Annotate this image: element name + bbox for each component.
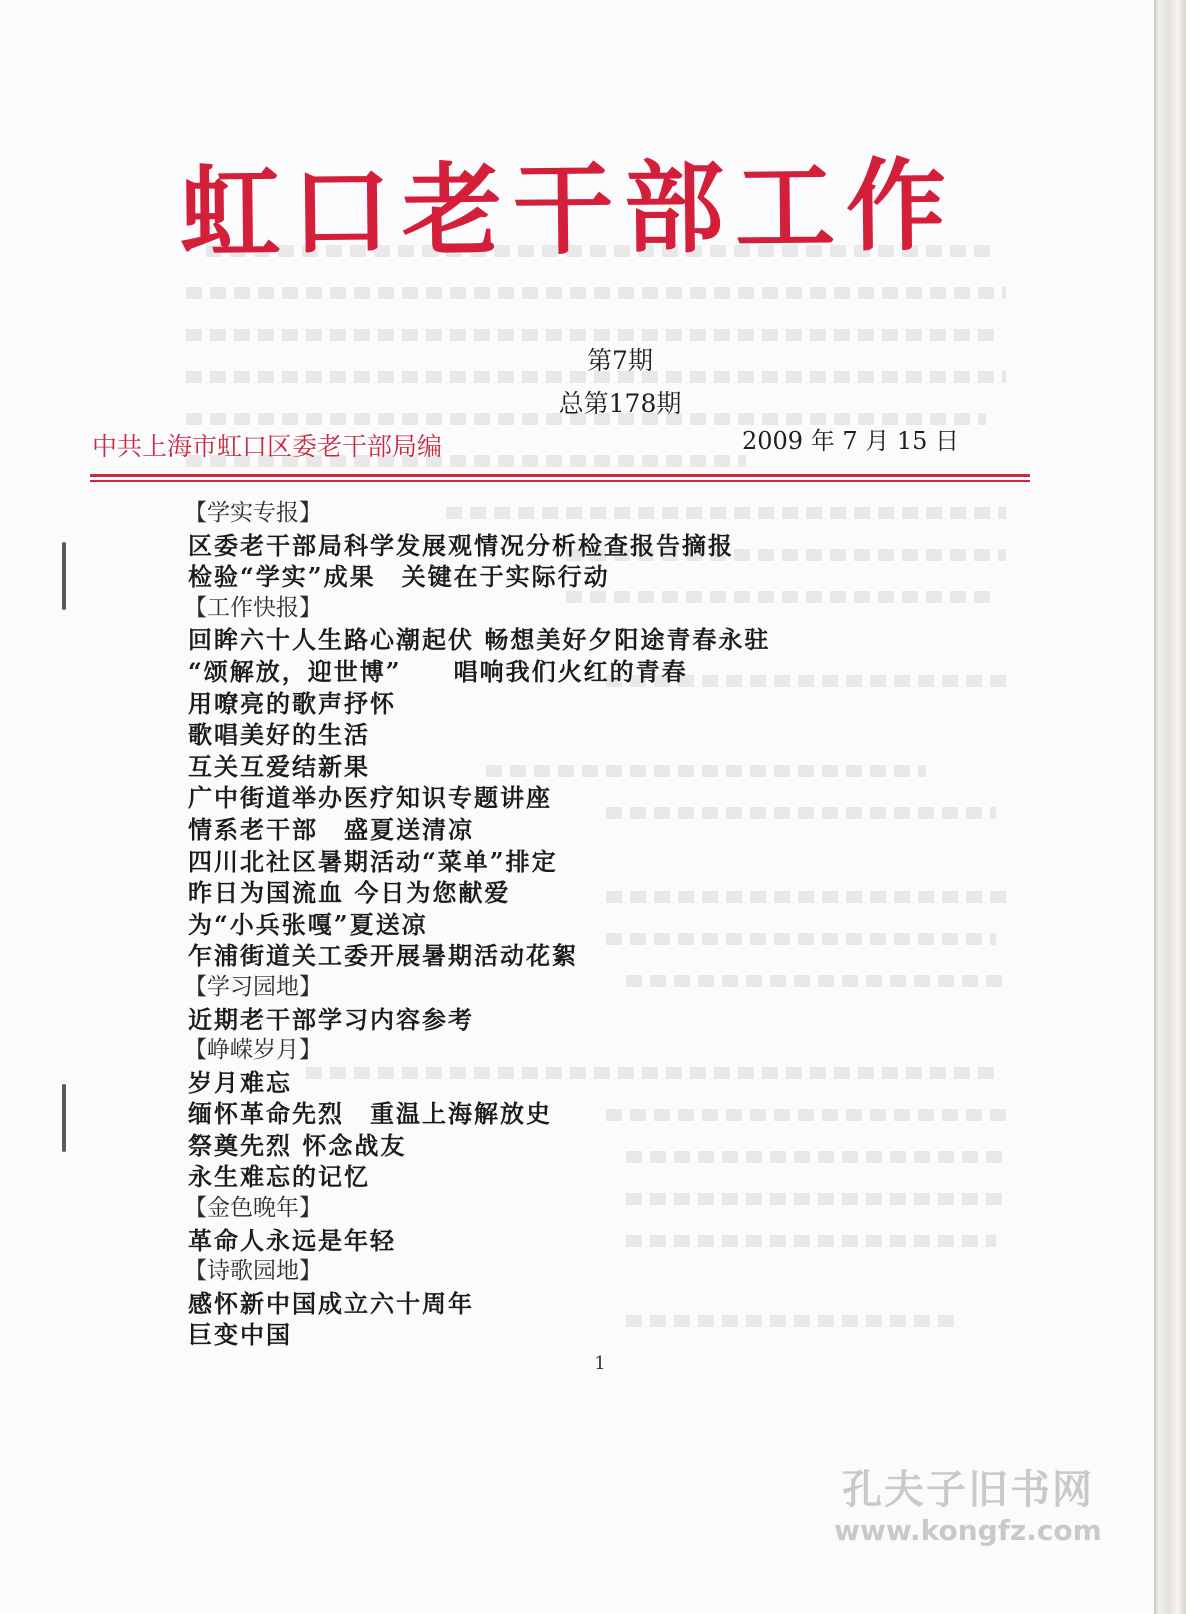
- toc-article-title: 为“小兵张嘎”夏送凉: [188, 909, 428, 939]
- toc-article-title: 昨日为国流血 今日为您献爱: [188, 878, 511, 908]
- toc-article-title: 缅怀革命先烈 重温上海解放史: [188, 1099, 552, 1129]
- page-edge: [1154, 0, 1186, 1614]
- publication-date: 2009 年 7 月 15 日: [742, 427, 960, 455]
- toc-section-heading: 【学实专报】: [184, 500, 322, 526]
- toc-article-title: “颂解放，迎世博” 唱响我们火红的青春: [188, 656, 688, 686]
- toc-article-title: 岁月难忘: [188, 1067, 292, 1097]
- toc-article-title: 近期老干部学习内容参考: [188, 1004, 474, 1034]
- issue-total-number: 总第178期: [558, 389, 682, 418]
- toc-article-title: 互关互爱结新果: [188, 751, 370, 781]
- toc-article-title: 巨变中国: [188, 1320, 292, 1350]
- staple-top: [62, 542, 66, 610]
- toc-article-title: 区委老干部局科学发展观情况分析检查报告摘报: [188, 530, 734, 560]
- header-rule-thin: [90, 480, 1030, 482]
- toc-article-title: 歌唱美好的生活: [188, 720, 370, 750]
- toc-article-title: 检验“学实”成果 关键在于实际行动: [188, 562, 610, 592]
- toc-section-heading: 【诗歌园地】: [184, 1258, 322, 1285]
- toc-article-title: 回眸六十人生路心潮起伏 畅想美好夕阳途青春永驻: [188, 625, 771, 655]
- toc-article-title: 感怀新中国成立六十周年: [188, 1288, 474, 1318]
- issue-number: 第7期: [587, 346, 653, 375]
- toc-section-heading: 【峥嵘岁月】: [184, 1037, 322, 1064]
- staple-bottom: [62, 1084, 66, 1152]
- table-of-contents: [184, 498, 770, 1351]
- toc-article-title: 祭奠先烈 怀念战友: [188, 1130, 407, 1160]
- watermark-chinese: 孔夫子旧书网: [842, 1467, 1094, 1513]
- toc-section-heading: 【工作快报】: [184, 594, 322, 621]
- masthead-title: 虹口老干部工作: [179, 147, 958, 273]
- toc-article-title: 革命人永远是年轻: [188, 1225, 396, 1255]
- toc-article-title: 情系老干部 盛夏送清凉: [188, 814, 474, 844]
- toc-article-title: 乍浦街道关工委开展暑期活动花絮: [188, 941, 578, 971]
- header-rule: [90, 474, 1030, 477]
- toc-article-title: 广中街道举办医疗知识专题讲座: [188, 783, 552, 813]
- watermark-url: www.kongfz.com: [834, 1514, 1102, 1547]
- watermark: [818, 1466, 1118, 1548]
- toc-section-heading: 【金色晚年】: [184, 1195, 322, 1222]
- toc-article-title: 四川北社区暑期活动“菜单”排定: [188, 846, 558, 876]
- page-number: 1: [594, 1353, 606, 1374]
- publisher-line: 中共上海市虹口区委老干部局编: [92, 432, 443, 461]
- toc-article-title: 用嘹亮的歌声抒怀: [188, 688, 396, 718]
- toc-section-heading: 【学习园地】: [184, 973, 322, 1000]
- toc-article-title: 永生难忘的记忆: [188, 1162, 370, 1192]
